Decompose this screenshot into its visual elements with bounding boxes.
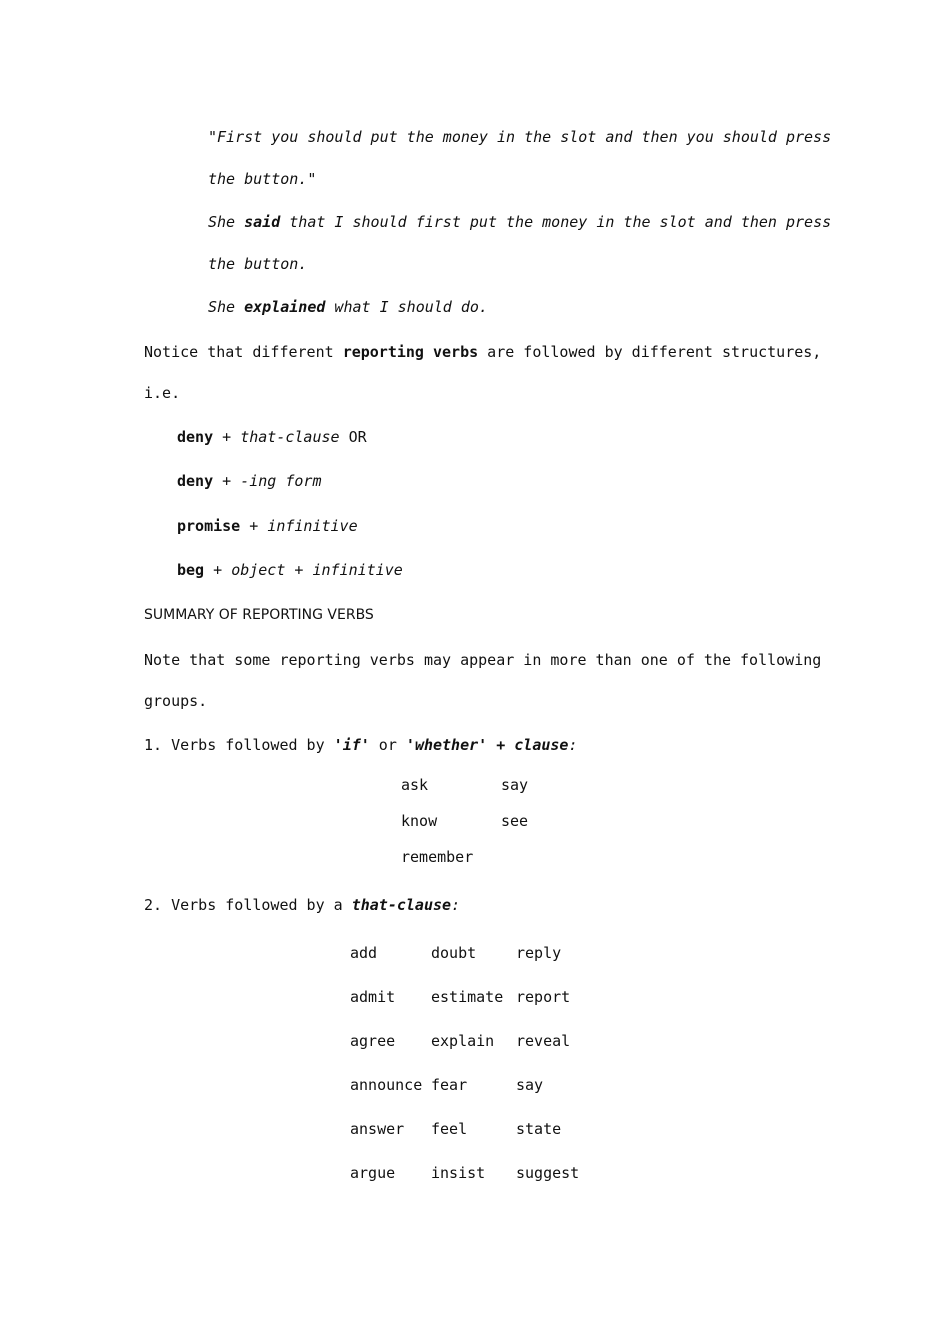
example-2-line-2: the button. (208, 255, 308, 273)
reporting-verb-said: said (244, 213, 281, 231)
group-2-heading: 2. Verbs followed by a that-clause: (144, 896, 461, 914)
summary-heading: SUMMARY OF REPORTING VERBS (144, 607, 374, 623)
pattern-deny-that-clause: deny + that-clause OR (177, 428, 367, 446)
verb-cell: announce (350, 1076, 423, 1094)
verb-cell: answer (350, 1120, 405, 1138)
verb-cell: reply (516, 944, 562, 962)
verb-cell: remember (401, 848, 474, 866)
notice-line-1: Notice that different reporting verbs are followed by different structures, (144, 343, 822, 361)
verb-cell: state (516, 1120, 562, 1138)
verb-cell: suggest (516, 1164, 580, 1182)
verb-cell: feel (431, 1120, 468, 1138)
verb-cell: agree (350, 1032, 396, 1050)
pattern-beg: beg + object + infinitive (177, 561, 403, 579)
verb-cell: admit (350, 988, 396, 1006)
verb-cell: report (516, 988, 571, 1006)
example-1-line-1: "First you should put the money in the slot and then you should press (208, 128, 832, 146)
pattern-deny-ing: deny + -ing form (177, 472, 322, 490)
verb-cell: say (501, 776, 529, 794)
example-3-line: She explained what I should do. (208, 298, 488, 316)
pattern-promise: promise + infinitive (177, 517, 358, 535)
note-line-2: groups. (144, 692, 208, 710)
verb-cell: add (350, 944, 378, 962)
reporting-verb-explained: explained (244, 298, 326, 316)
verb-cell: know (401, 812, 438, 830)
verb-cell: estimate (431, 988, 504, 1006)
verb-cell: say (516, 1076, 544, 1094)
example-2-line-1: She said that I should first put the money in the slot and then press (208, 213, 832, 231)
reporting-verbs-term: reporting verbs (342, 343, 479, 361)
verb-cell: argue (350, 1164, 396, 1182)
verb-cell: explain (431, 1032, 495, 1050)
verb-cell: doubt (431, 944, 477, 962)
verb-cell: insist (431, 1164, 486, 1182)
example-1-line-2: the button." (208, 170, 317, 188)
notice-line-2: i.e. (144, 384, 181, 402)
group-1-heading: 1. Verbs followed by 'if' or 'whether' + clause: (144, 736, 578, 754)
verb-cell: fear (431, 1076, 468, 1094)
note-line-1: Note that some reporting verbs may appear in more than one of the following (144, 651, 822, 669)
verb-cell: reveal (516, 1032, 571, 1050)
verb-cell: ask (401, 776, 429, 794)
verb-cell: see (501, 812, 529, 830)
